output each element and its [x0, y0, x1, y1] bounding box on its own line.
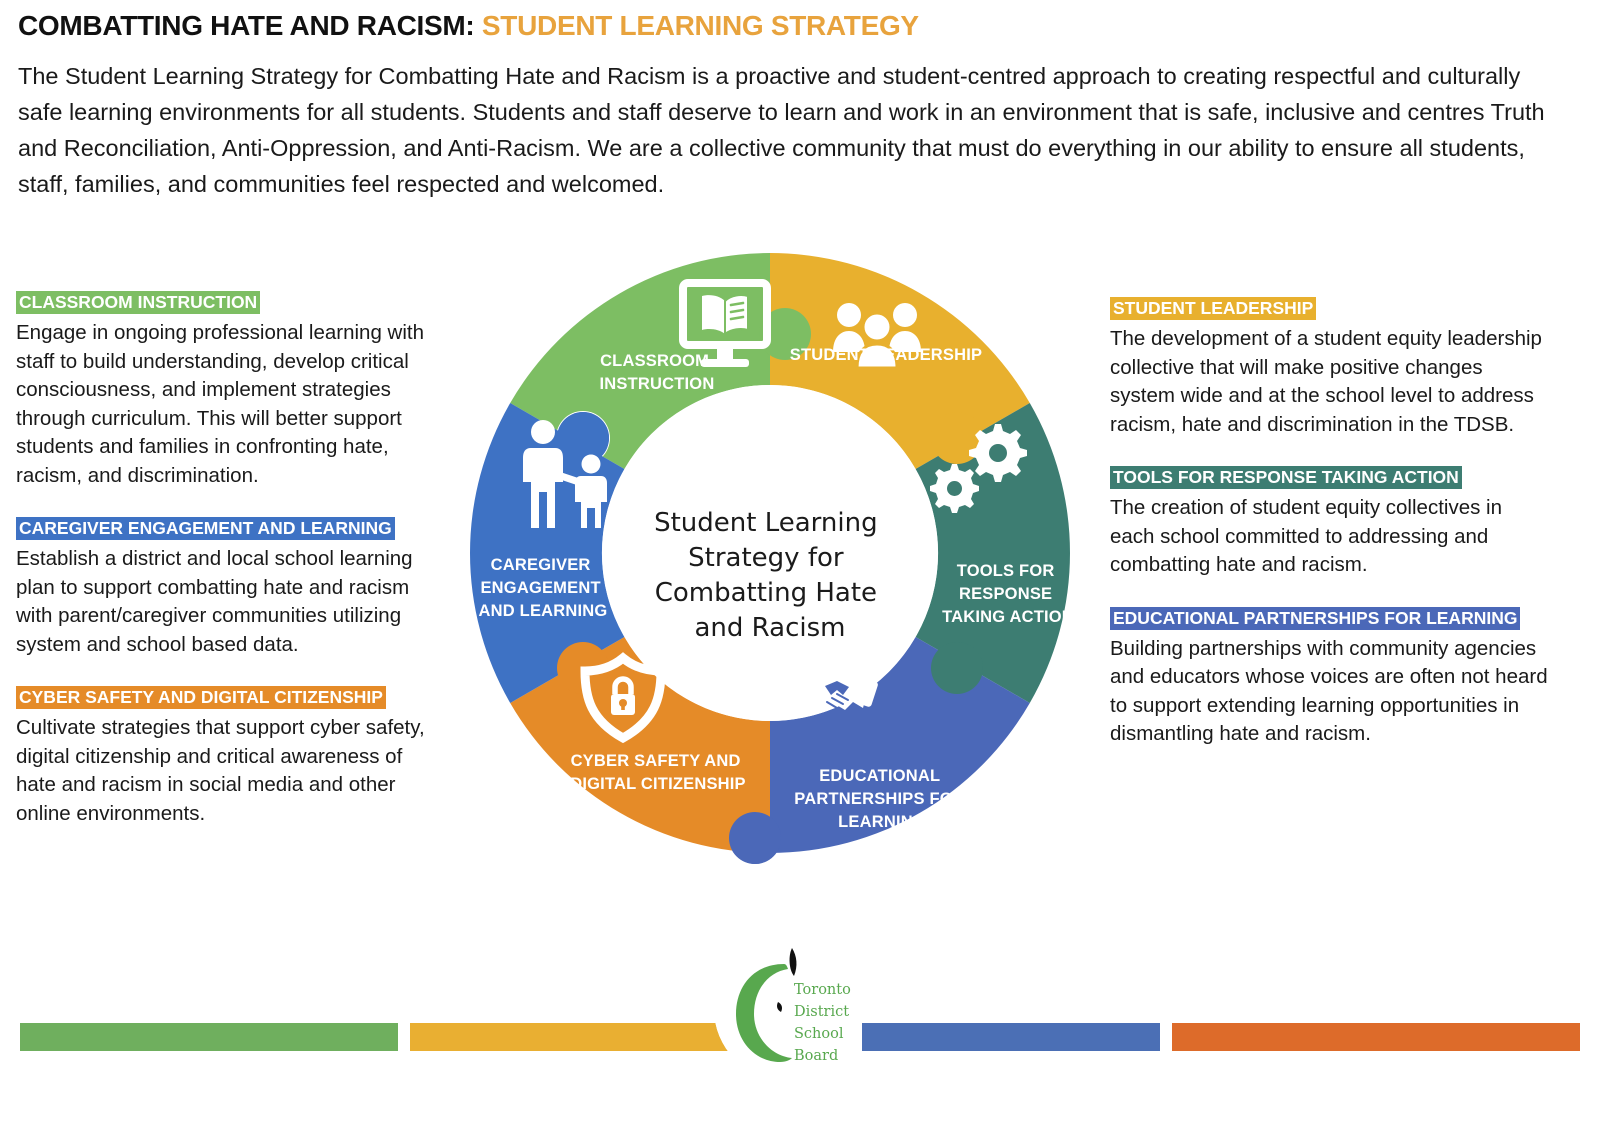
donut-label-student-leadership: STUDENT LEADERSHIP: [789, 346, 983, 364]
logo-line-3: School: [794, 1026, 844, 1042]
page-title-accent: STUDENT LEARNING STRATEGY: [474, 10, 919, 41]
topic-heading-wrap: [1110, 296, 1550, 323]
topic-heading-wrap: [1110, 465, 1550, 492]
topic-body-classroom-instruction: Engage in ongoing professional learning with staff to build understanding, develop critical consciousness, and implement strategies through curriculum. This will better support students and families in confronting hate, racism, and discrimination.: [16, 321, 425, 487]
donut-label-educational-partnerships: EDUCATIONAL PARTNERSHIPS FOR LEARNING: [794, 767, 965, 831]
topic-heading-tools-for-response: TOOLS FOR RESPONSE TAKING ACTION: [1110, 466, 1462, 489]
topic-block-cyber-safety: [16, 685, 446, 828]
topic-block-caregiver-engagement: [16, 516, 446, 659]
left-topic-column: [16, 290, 446, 854]
topic-heading-wrap: [16, 516, 446, 543]
logo-line-1: Toronto: [794, 982, 851, 998]
page-title-main: COMBATTING HATE AND RACISM:: [18, 10, 475, 41]
donut-label-cyber-safety: CYBER SAFETY AND DIGITAL CITIZENSHIP: [570, 752, 746, 793]
intro-paragraph: The Student Learning Strategy for Combatting Hate and Racism is a proactive and student-centred approach to creating respectful and culturally safe learning environments for all students. Students and staff deserve to learn and work in an environment that is safe, inclusive and centres Truth and Reconciliation, Anti-Oppression, and Anti-Racism. We are a collective community that must do everything in our ability to ensure all students, staff, families, and communities feel respected and welcomed.: [18, 63, 1545, 197]
donut-label-caregiver-engagement: CAREGIVER ENGAGEMENT AND LEARNING: [478, 556, 608, 620]
topic-body-cyber-safety: Cultivate strategies that support cyber safety, digital citizenship and critical awareness of hate and racism in social media and other online environments.: [16, 716, 425, 825]
topic-heading-educational-partnerships: EDUCATIONAL PARTNERSHIPS FOR LEARNING: [1110, 607, 1520, 630]
footer-bar-blue: [862, 1023, 1160, 1051]
topic-heading-student-leadership: STUDENT LEADERSHIP: [1110, 297, 1316, 320]
topic-heading-wrap: [16, 290, 446, 317]
topic-body-educational-partnerships: Building partnerships with community agencies and educators whose voices are often not heard to support extending learning opportunities in dismantling hate and racism.: [1110, 636, 1548, 745]
topic-body-student-leadership: The development of a student equity leadership collective that will make positive changes system wide and at the school level to address racism, hate and discrimination in the TDSB.: [1110, 327, 1542, 436]
topic-body-caregiver-engagement: Establish a district and local school learning plan to support combatting hate and racism with parent/caregiver communities utilizing system and school based data.: [16, 547, 413, 656]
topic-block-student-leadership: [1110, 296, 1550, 439]
topic-block-classroom-instruction: [16, 290, 446, 490]
footer-bar-green: [20, 1023, 398, 1051]
logo-line-2: District: [794, 1004, 850, 1020]
logo-line-4: Board: [794, 1048, 839, 1064]
topic-body-tools-for-response: The creation of student equity collectives in each school committed to addressing and combatting hate and racism.: [1110, 496, 1502, 576]
topic-block-tools-for-response: [1110, 465, 1550, 580]
footer-bar-orange: [1172, 1023, 1580, 1051]
page-title: [18, 10, 919, 42]
topic-heading-wrap: [1110, 606, 1550, 633]
tdsb-logo: [714, 938, 856, 1080]
topic-heading-cyber-safety: CYBER SAFETY AND DIGITAL CITIZENSHIP: [16, 686, 386, 709]
topic-heading-caregiver-engagement: CAREGIVER ENGAGEMENT AND LEARNING: [16, 517, 395, 540]
topic-block-educational-partnerships: [1110, 606, 1550, 749]
strategy-donut-diagram: [455, 238, 1085, 868]
topic-heading-wrap: [16, 685, 446, 712]
donut-label-classroom-instruction: CLASSROOM INSTRUCTION: [599, 352, 715, 393]
topic-heading-classroom-instruction: CLASSROOM INSTRUCTION: [16, 291, 260, 314]
donut-label-tools-for-response: TOOLS FOR RESPONSE TAKING ACTION: [942, 562, 1074, 626]
right-topic-column: [1110, 296, 1550, 775]
donut-center-text: Student Learning Strategy for Combatting Hate and Racism: [654, 508, 878, 643]
